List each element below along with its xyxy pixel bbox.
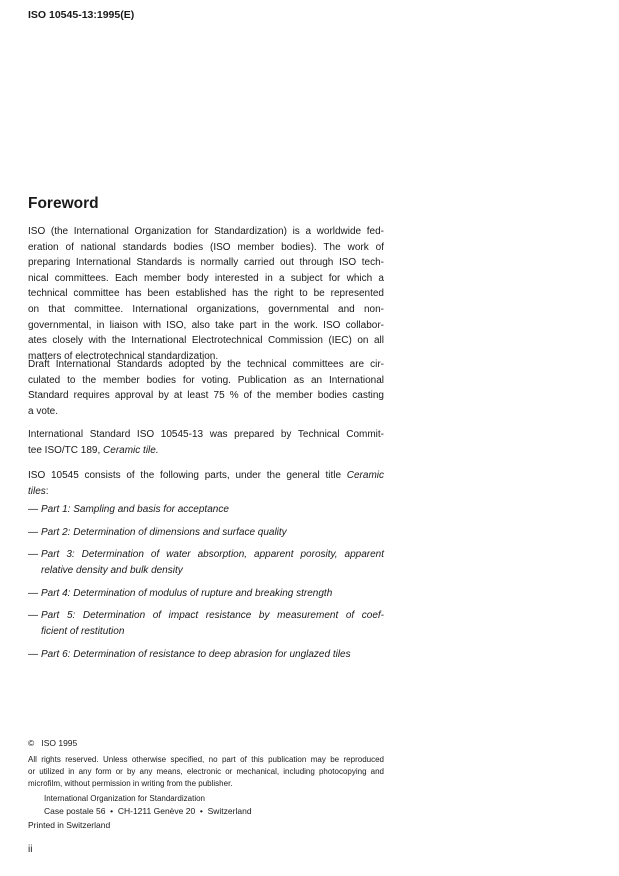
part-title: Part 4: Determination of modulus of rupture and breaking strength (41, 588, 333, 599)
general-title: Ceramic (346, 470, 384, 481)
text-line: microfilm, without permission in writing from the publisher. (28, 779, 233, 788)
part-title: Part 5: Determination of impact resistance by measurement of coef- (41, 610, 384, 621)
dash: — (28, 610, 38, 621)
part-list-item (28, 502, 384, 518)
committee-title: Ceramic tile. (103, 444, 159, 456)
part-list-item (28, 586, 384, 602)
organization-address: Case postale 56 • CH-1211 Genève 20 • Switzerland (44, 806, 252, 816)
text-span: : (45, 485, 49, 497)
text-line (28, 443, 384, 459)
dash: — (28, 527, 38, 538)
part-title: Part 6: Determination of resistance to deep abrasion for unglazed tiles (41, 649, 351, 660)
page-number: ii (28, 844, 33, 855)
part-title: Part 3: Determination of water absorption, apparent porosity, apparent (41, 549, 384, 560)
text-span: ISO 10545 consists of the following parts, under the general title (28, 470, 347, 481)
text-line: or utilized in any form or by any means, electronic or mechanical, including photocopying and (28, 767, 384, 776)
part-list-item (28, 525, 384, 541)
text-line: eration of national standards bodies (ISO member bodies). The work of (28, 241, 384, 253)
part-title: relative density and bulk density (41, 564, 183, 576)
dash: — (28, 549, 38, 560)
text-span: tee ISO/TC 189, (28, 444, 104, 456)
text-line: technical committee has been established has the right to be represented (28, 288, 384, 300)
paragraph-consists-of (28, 468, 384, 499)
part-title: Part 2: Determination of dimensions and surface quality (41, 527, 287, 538)
paragraph-iso-intro (28, 224, 384, 364)
paragraph-prepared-by (28, 427, 384, 458)
paragraph-draft-standards (28, 357, 384, 419)
document-header: ISO 10545-13:1995(E) (28, 9, 135, 21)
text-line: on that committee. International organizations, governmental and non- (28, 303, 384, 315)
text-line: a vote. (28, 405, 59, 417)
part-list-item (28, 547, 384, 578)
text-line: Draft International Standards adopted by the technical committees are cir- (28, 359, 384, 370)
dash: — (28, 588, 38, 599)
text-line: nical committees. Each member body interested in a subject for which a (28, 272, 384, 284)
text-line: ates closely with the International Electrotechnical Commission (IEC) on all (28, 335, 384, 347)
dash: — (28, 649, 38, 660)
part-title: ficient of restitution (41, 625, 125, 637)
text-line: culated to the member bodies for voting. Publication as an International (28, 374, 384, 386)
text-line (28, 468, 384, 484)
part-list-item (28, 608, 384, 639)
rights-statement (28, 754, 384, 790)
text-line: preparing International Standards is normally carried out through ISO tech- (28, 257, 384, 269)
text-line: governmental, in liaison with ISO, also take part in the work. ISO collabor- (28, 319, 384, 331)
organization-name: International Organization for Standardization (44, 794, 205, 803)
part-list-item (28, 647, 384, 663)
text-line (28, 484, 384, 500)
part-title: Part 1: Sampling and basis for acceptance (41, 504, 229, 515)
text-line: Standard requires approval by at least 75 % of the member bodies casting (28, 390, 384, 402)
text-line: International Standard ISO 10545-13 was prepared by Technical Commit- (28, 429, 384, 440)
copyright-notice: © ISO 1995 (28, 738, 78, 748)
dash: — (28, 504, 38, 515)
printed-in: Printed in Switzerland (28, 820, 111, 830)
text-line: All rights reserved. Unless otherwise specified, no part of this publication may be reproduced (28, 755, 384, 764)
general-title: tiles (28, 485, 46, 497)
section-title: Foreword (28, 195, 99, 212)
text-line: ISO (the International Organization for Standardization) is a worldwide fed- (28, 226, 384, 237)
text-line: matters of electrotechnical standardization. (28, 350, 219, 362)
